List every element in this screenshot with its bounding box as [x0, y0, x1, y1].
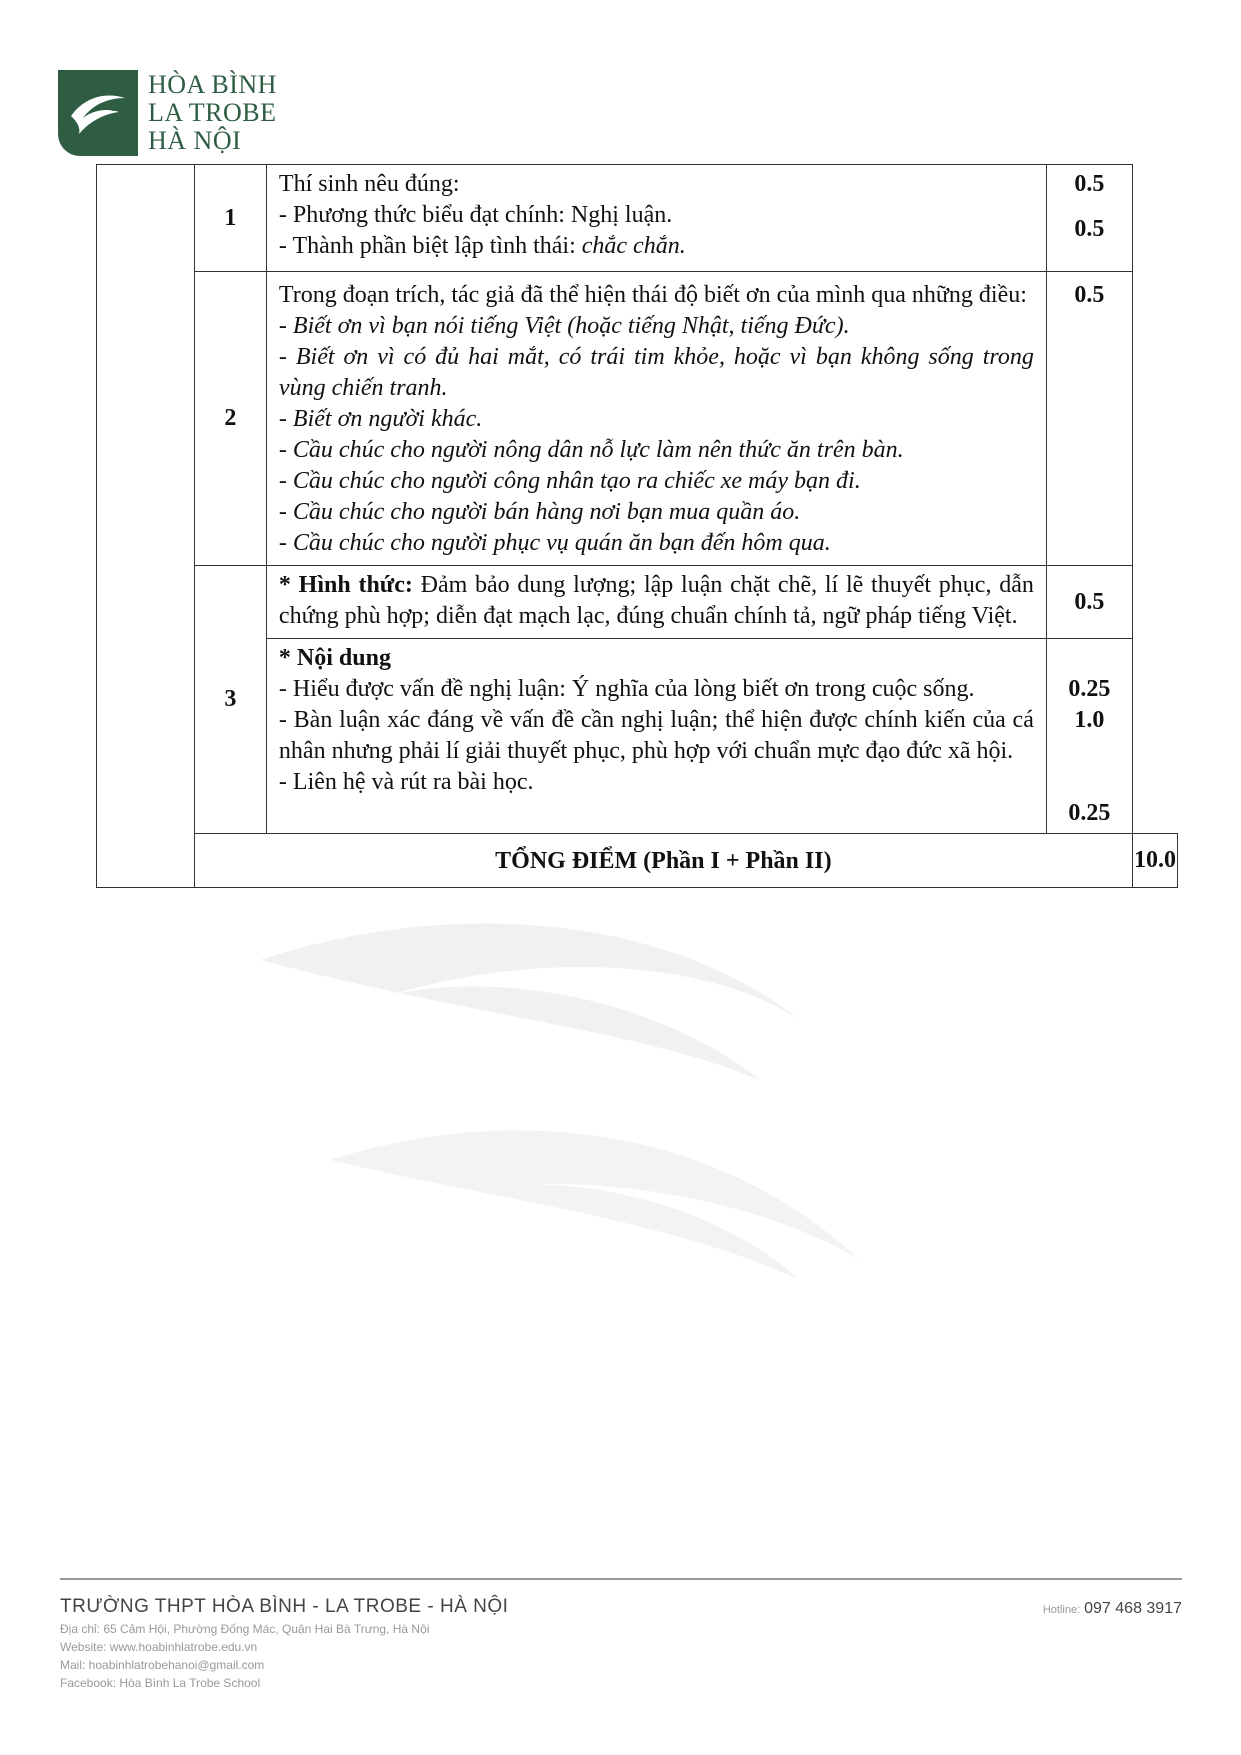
bird-logo-icon — [58, 70, 138, 156]
total-label: TỔNG ĐIỂM (Phần I + Phần II) — [194, 834, 1132, 888]
answer-cell — [266, 165, 1046, 272]
score-value: 0.25 — [1068, 676, 1111, 702]
score-value: 0.5 — [1074, 171, 1105, 197]
score-value: 0.5 — [1074, 282, 1105, 308]
score-cell — [1046, 272, 1132, 566]
score-value: 0.25 — [1068, 800, 1111, 826]
score-value: 0.5 — [1074, 216, 1105, 242]
footer-website: Website: www.hoabinhlatrobe.edu.vn — [60, 1640, 258, 1654]
list-item: - Biết ơn vì có đủ hai mắt, có trái tim khỏe, hoặc vì bạn không sống trong vùng chiến tranh. — [278, 344, 1034, 401]
footer-address: Địa chỉ: 65 Cảm Hội, Phường Đống Mác, Quận Hai Bà Trưng, Hà Nội — [60, 1622, 430, 1636]
page-footer — [60, 1578, 1182, 1690]
list-item: - Biết ơn người khác. — [278, 406, 483, 432]
content-label: * Nội dung — [278, 645, 391, 671]
footer-hotline — [1043, 1600, 1182, 1618]
question-number: 2 — [194, 272, 266, 566]
answer-line: - Bàn luận xác đáng về vấn đề cần nghị luận; thể hiện được chính kiến của cá nhân nhưng phải lí giải thuyết phục, phù hợp với chuẩn mực đạo đức xã hội. — [278, 707, 1034, 764]
answer-line: - Phương thức biểu đạt chính: Nghị luận. — [278, 202, 673, 228]
form-text: Đảm bảo dung lượng; lập luận chặt chẽ, lí lẽ thuyết phục, dẫn chứng phù hợp; diễn đạt mạch lạc, đúng chuẩn chính tả, ngữ pháp tiếng Việt. — [278, 572, 1034, 629]
footer-school-name: TRƯỜNG THPT HÒA BÌNH - LA TROBE - HÀ NỘI — [60, 1596, 509, 1617]
score-cell — [1046, 639, 1132, 834]
footer-mail: Mail: hoabinhlatrobehanoi@gmail.com — [60, 1658, 265, 1672]
logo-wordmark — [148, 71, 277, 155]
question-number: 1 — [194, 165, 266, 272]
hotline-label: Hotline: — [1042, 1604, 1081, 1616]
table-row-q3-form — [97, 566, 1178, 639]
table-row-q2 — [97, 272, 1178, 566]
score-value: 1.0 — [1074, 707, 1105, 733]
answer-cell — [266, 566, 1046, 639]
form-label: * Hình thức: — [278, 572, 413, 598]
school-logo — [58, 70, 277, 156]
watermark-swirl — [240, 900, 940, 1320]
answer-cell — [266, 272, 1046, 566]
total-score: 10.0 — [1133, 834, 1178, 888]
answer-line: - Hiểu được vấn đề nghị luận: Ý nghĩa của lòng biết ơn trong cuộc sống. — [278, 676, 975, 702]
table-row-total — [97, 834, 1178, 888]
score-cell — [1046, 165, 1132, 272]
answer-line: - Liên hệ và rút ra bài học. — [278, 769, 534, 795]
grading-table — [96, 164, 1178, 888]
answer-intro: Trong đoạn trích, tác giả đã thể hiện thái độ biết ơn của mình qua những điều: — [278, 282, 1027, 308]
footer-divider — [60, 1578, 1182, 1580]
question-number: 3 — [194, 566, 266, 834]
logo-line-2: LA TROBE — [148, 98, 277, 127]
answer-line — [279, 231, 1034, 262]
logo-line-1: HÒA BÌNH — [148, 70, 277, 99]
answer-prefix: - Thành phần biệt lập tình thái: — [278, 233, 582, 259]
table-row-q1 — [97, 165, 1178, 272]
hotline-number: 097 468 3917 — [1084, 1600, 1182, 1617]
answer-intro: Thí sinh nêu đúng: — [278, 171, 460, 197]
footer-facebook: Facebook: Hòa Bình La Trobe School — [60, 1676, 261, 1690]
list-item: - Biết ơn vì bạn nói tiếng Việt (hoặc tiếng Nhật, tiếng Đức). — [278, 313, 850, 339]
score-cell — [1046, 566, 1132, 639]
list-item: - Cầu chúc cho người công nhân tạo ra chiếc xe máy bạn đi. — [278, 468, 861, 494]
answer-cell — [266, 639, 1046, 834]
list-item: - Cầu chúc cho người bán hàng nơi bạn mua quần áo. — [278, 499, 801, 525]
part-column — [97, 165, 195, 888]
list-item: - Cầu chúc cho người nông dân nỗ lực làm nên thức ăn trên bàn. — [278, 437, 904, 463]
score-value: 0.5 — [1074, 588, 1105, 615]
answer-italic: chắc chắn. — [581, 233, 686, 259]
logo-line-3: HÀ NỘI — [148, 126, 242, 155]
list-item: - Cầu chúc cho người phục vụ quán ăn bạn đến hôm qua. — [278, 530, 831, 556]
